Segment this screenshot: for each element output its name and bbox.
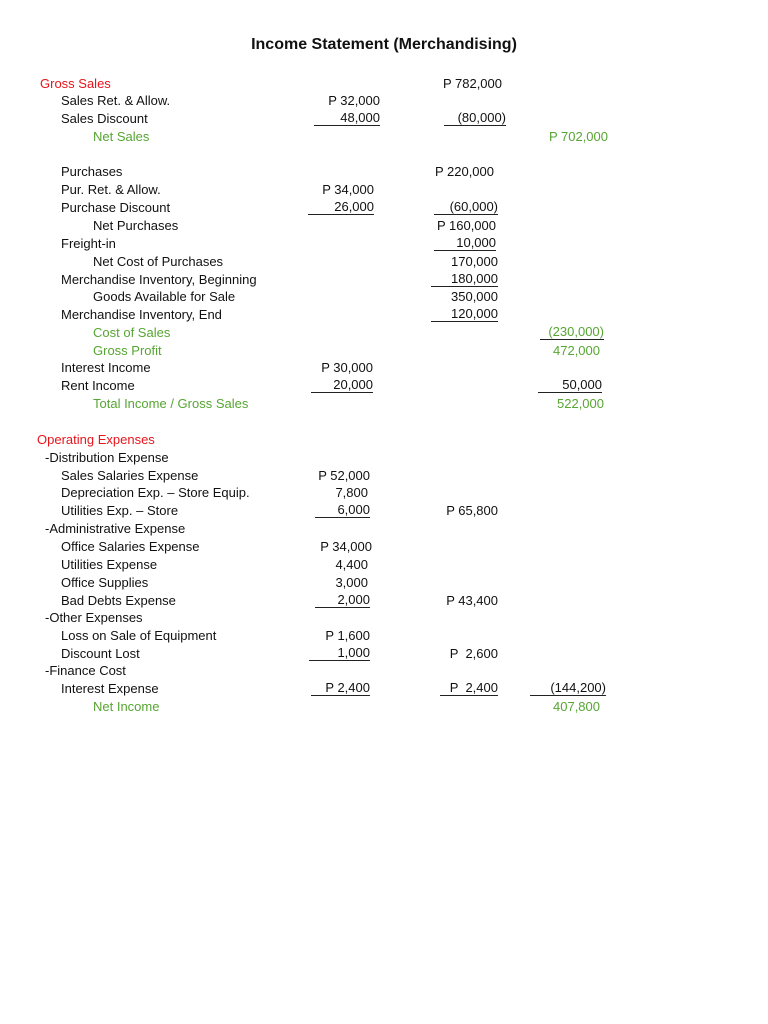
expense-row xyxy=(0,593,768,611)
sales-deductions-total: (80,000) xyxy=(444,111,506,126)
distribution-total: P 65,800 xyxy=(446,503,498,518)
expense-row xyxy=(0,485,768,503)
finance-total: P 2,400 xyxy=(440,681,498,696)
expense-row xyxy=(0,557,768,575)
expense-label: Loss on Sale of Equipment xyxy=(61,628,217,643)
inv-end-value: 120,000 xyxy=(431,307,498,322)
administrative-heading-row xyxy=(0,521,768,539)
inv-end-row xyxy=(0,307,768,325)
gross-sales-value: P 782,000 xyxy=(442,76,502,91)
expense-label: Office Supplies xyxy=(61,575,149,590)
purchases-row xyxy=(0,164,768,182)
net-income-label: Net Income xyxy=(93,699,160,714)
purchase-discount-value: 26,000 xyxy=(308,200,374,215)
expense-row xyxy=(0,575,768,593)
net-sales-value: P 702,000 xyxy=(548,129,608,144)
expense-row xyxy=(0,681,768,699)
purchase-discount-row xyxy=(0,200,768,218)
gross-profit-label: Gross Profit xyxy=(93,343,162,358)
goods-available-value: 350,000 xyxy=(451,289,498,304)
freight-in-label: Freight-in xyxy=(61,236,116,251)
expense-value: 6,000 xyxy=(315,503,370,518)
finance-heading: -Finance Cost xyxy=(45,663,126,678)
pur-ret-value: P 34,000 xyxy=(322,182,374,197)
freight-in-row xyxy=(0,236,768,254)
net-sales-row xyxy=(0,129,768,147)
operating-expenses-heading-row xyxy=(0,432,768,450)
expense-value: 1,000 xyxy=(309,646,370,661)
net-purchases-row xyxy=(0,218,768,236)
sales-ret-value: P 32,000 xyxy=(328,93,380,108)
pur-ret-label: Pur. Ret. & Allow. xyxy=(61,182,161,197)
other-expenses-total: P 2,600 xyxy=(449,646,498,661)
interest-income-row xyxy=(0,360,768,378)
expense-label: Sales Salaries Expense xyxy=(61,468,199,483)
gross-profit-row xyxy=(0,343,768,361)
inv-end-label: Merchandise Inventory, End xyxy=(61,307,222,322)
gross-sales-row xyxy=(0,76,768,94)
distribution-heading-row xyxy=(0,450,768,468)
gross-sales-label: Gross Sales xyxy=(40,76,111,91)
net-cost-label: Net Cost of Purchases xyxy=(93,254,224,269)
expense-row xyxy=(0,539,768,557)
total-income-row xyxy=(0,396,768,414)
total-expenses: (144,200) xyxy=(530,681,606,696)
expense-label: Depreciation Exp. – Store Equip. xyxy=(61,485,250,500)
expense-value: P 52,000 xyxy=(318,468,370,483)
expense-label: Interest Expense xyxy=(61,681,159,696)
expense-value: 3,000 xyxy=(335,575,368,590)
purchases-value: P 220,000 xyxy=(434,164,494,179)
expense-value: P 1,600 xyxy=(325,628,370,643)
rent-income-value: 20,000 xyxy=(311,378,373,393)
sales-discount-row xyxy=(0,111,768,129)
sales-ret-row xyxy=(0,93,768,111)
other-expenses-heading: -Other Expenses xyxy=(45,610,143,625)
administrative-total: P 43,400 xyxy=(446,593,498,608)
expense-label: Discount Lost xyxy=(61,646,140,661)
net-purchases-value: P 160,000 xyxy=(436,218,496,233)
interest-income-label: Interest Income xyxy=(61,360,151,375)
page-title: Income Statement (Merchandising) xyxy=(251,36,517,53)
net-cost-value: 170,000 xyxy=(451,254,498,269)
expense-value: 4,400 xyxy=(335,557,368,572)
expense-value: 7,800 xyxy=(335,485,368,500)
expense-value: 2,000 xyxy=(315,593,370,608)
sales-discount-value: 48,000 xyxy=(314,111,380,126)
other-income-total: 50,000 xyxy=(538,378,602,393)
inv-begin-label: Merchandise Inventory, Beginning xyxy=(61,272,257,287)
inv-begin-value: 180,000 xyxy=(431,272,498,287)
interest-income-value: P 30,000 xyxy=(321,360,373,375)
distribution-heading: -Distribution Expense xyxy=(45,450,169,465)
gross-profit-value: 472,000 xyxy=(553,343,600,358)
finance-heading-row xyxy=(0,663,768,681)
net-income-value: 407,800 xyxy=(553,699,600,714)
rent-income-label: Rent Income xyxy=(61,378,135,393)
cost-of-sales-value: (230,000) xyxy=(540,325,604,340)
sales-ret-label: Sales Ret. & Allow. xyxy=(61,93,171,108)
net-purchases-label: Net Purchases xyxy=(93,218,179,233)
expense-row xyxy=(0,628,768,646)
total-income-value: 522,000 xyxy=(557,396,604,411)
operating-expenses-heading: Operating Expenses xyxy=(37,432,155,447)
expense-row xyxy=(0,646,768,664)
inv-begin-row xyxy=(0,272,768,290)
rent-income-row xyxy=(0,378,768,396)
sales-discount-label: Sales Discount xyxy=(61,111,148,126)
expense-label: Bad Debts Expense xyxy=(61,593,176,608)
purchase-deductions-total: (60,000) xyxy=(434,200,498,215)
purchase-discount-label: Purchase Discount xyxy=(61,200,171,215)
net-sales-label: Net Sales xyxy=(93,129,150,144)
expense-label: Office Salaries Expense xyxy=(61,539,200,554)
net-cost-row xyxy=(0,254,768,272)
goods-available-label: Goods Available for Sale xyxy=(93,289,236,304)
net-income-row xyxy=(0,699,768,717)
freight-in-value: 10,000 xyxy=(434,236,496,251)
expense-label: Utilities Exp. – Store xyxy=(61,503,179,518)
goods-available-row xyxy=(0,289,768,307)
cost-of-sales-row xyxy=(0,325,768,343)
pur-ret-row xyxy=(0,182,768,200)
other-expenses-heading-row xyxy=(0,610,768,628)
expense-value: P 2,400 xyxy=(311,681,370,696)
expense-row xyxy=(0,503,768,521)
expense-row xyxy=(0,468,768,486)
expense-value: P 34,000 xyxy=(320,539,372,554)
cost-of-sales-label: Cost of Sales xyxy=(93,325,171,340)
purchases-label: Purchases xyxy=(61,164,123,179)
administrative-heading: -Administrative Expense xyxy=(45,521,186,536)
expense-label: Utilities Expense xyxy=(61,557,158,572)
total-income-label: Total Income / Gross Sales xyxy=(93,396,249,411)
